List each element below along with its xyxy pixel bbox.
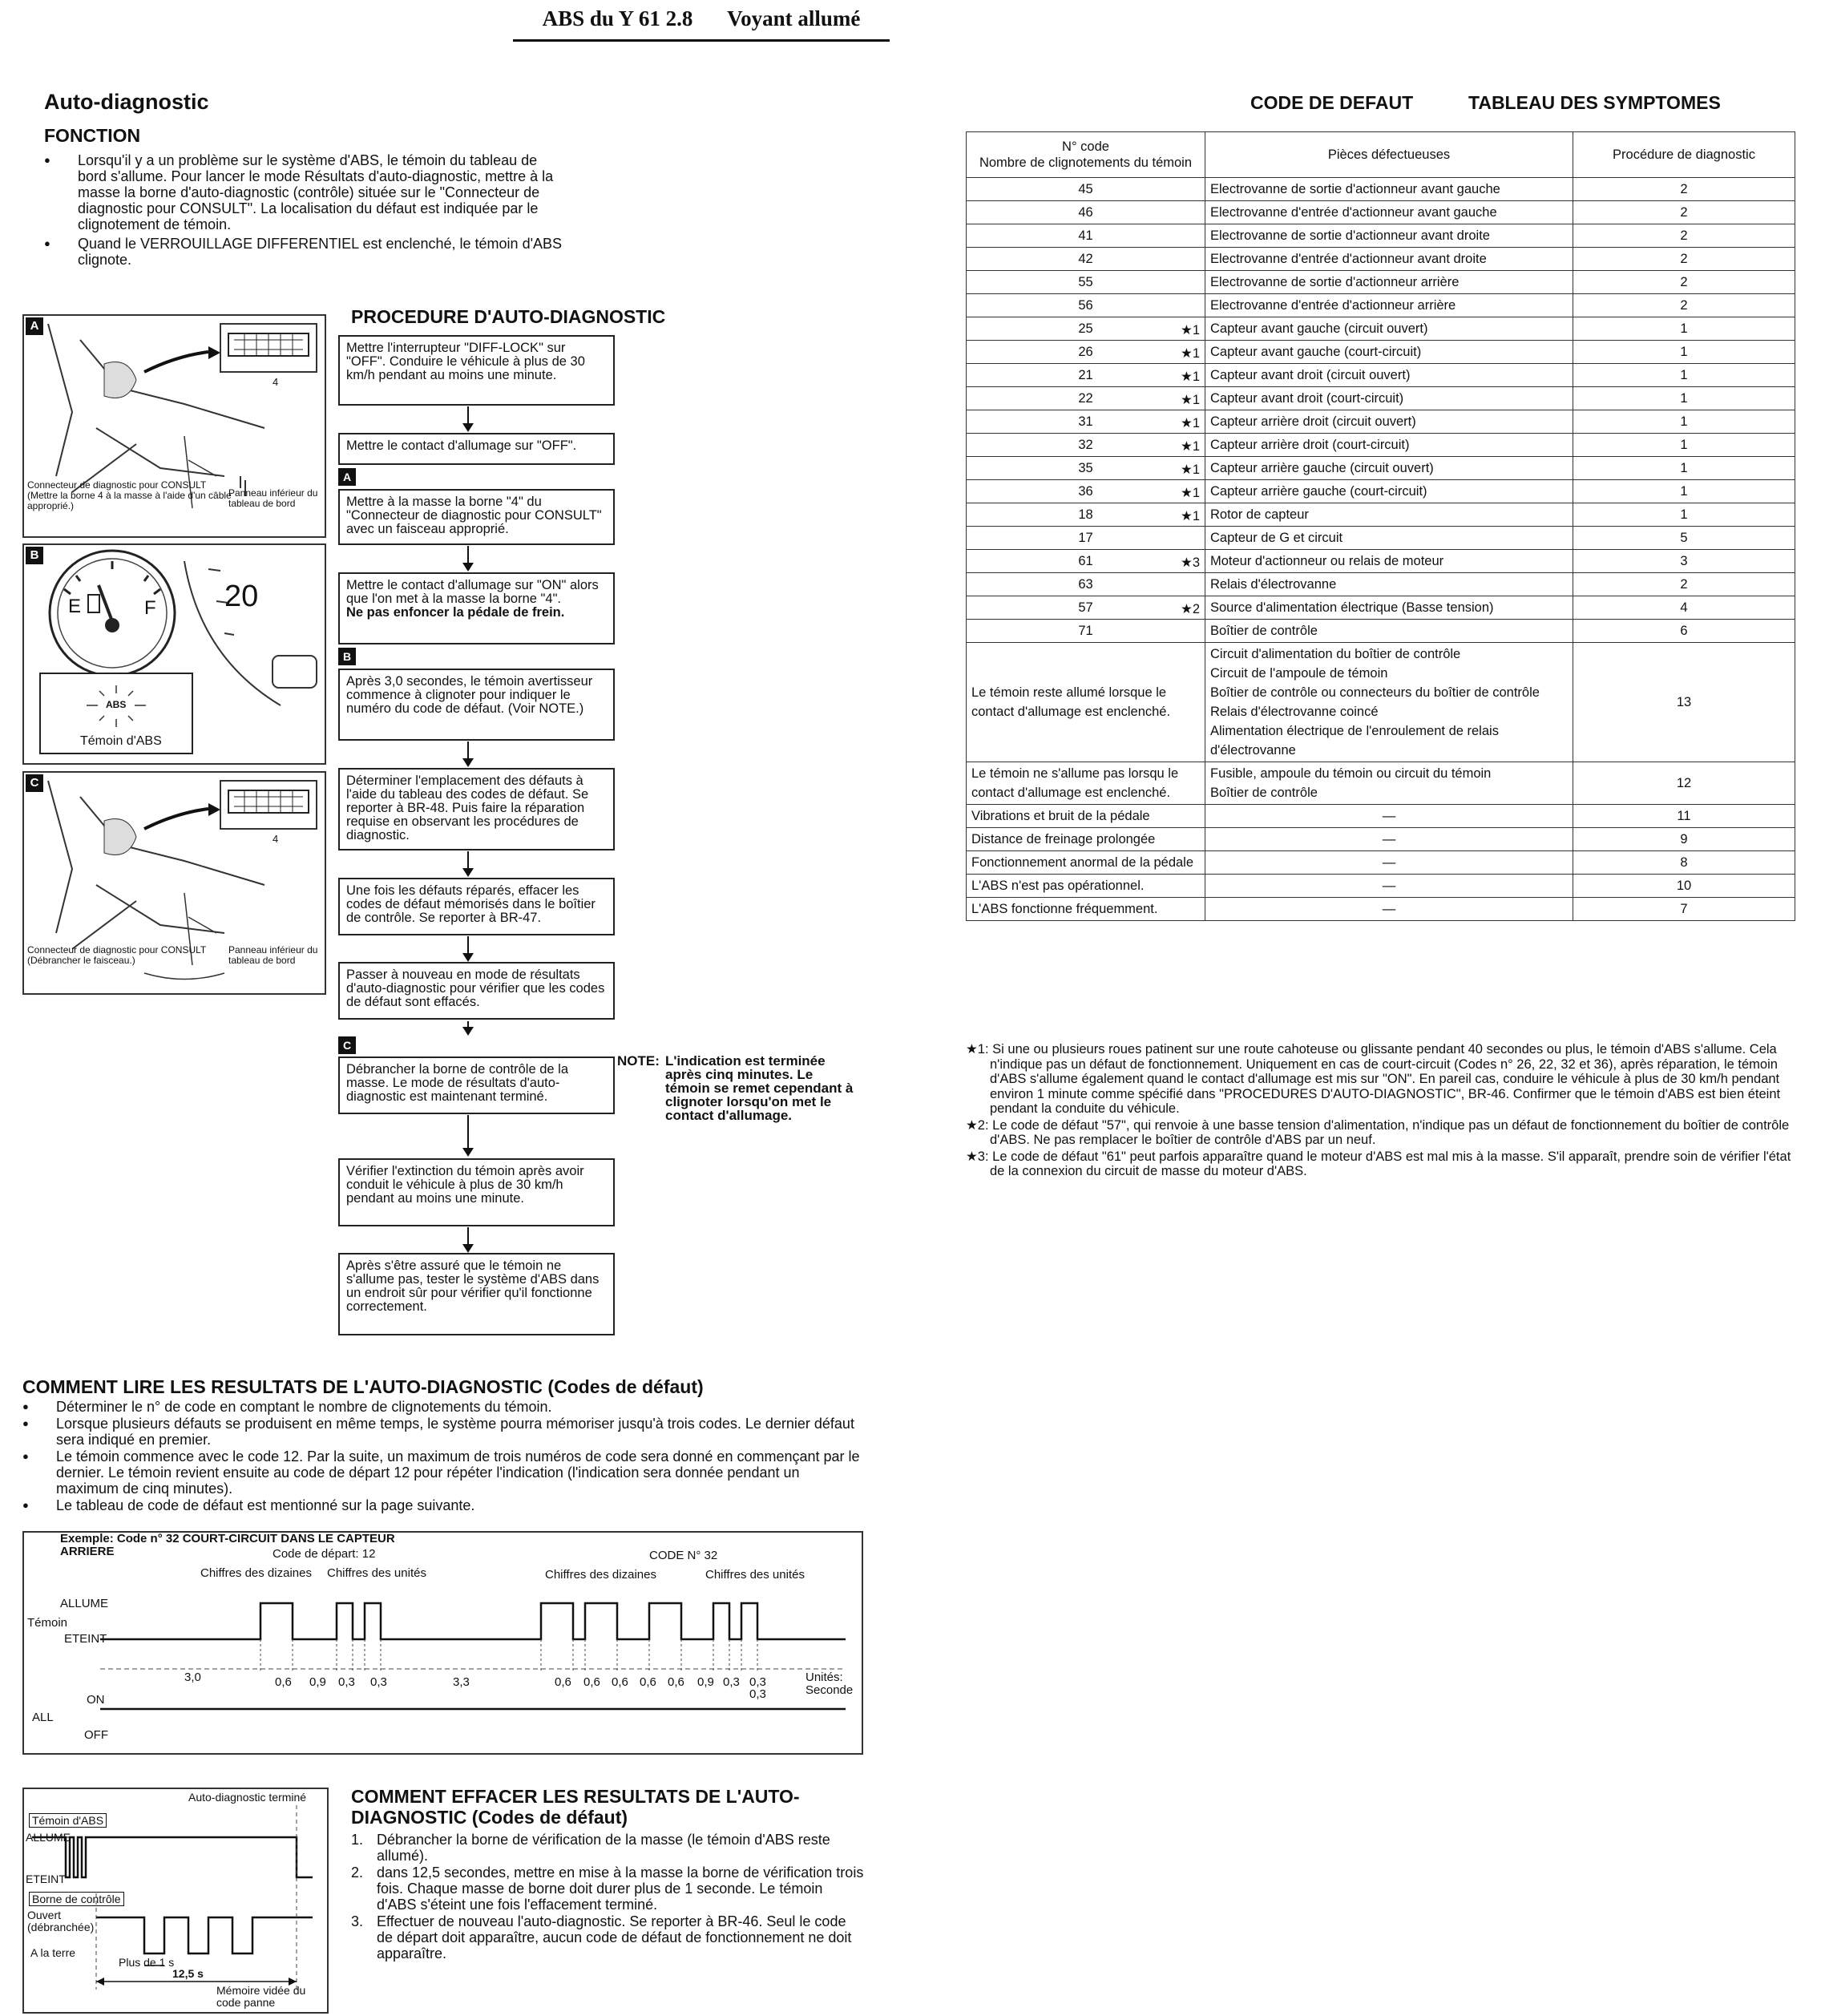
code-value: 26 <box>1078 345 1093 359</box>
procedure-title: PROCEDURE D'AUTO-DIAGNOSTIC <box>351 306 666 327</box>
units-label-2: Chiffres des unités <box>705 1568 805 1582</box>
procedure-cell: 2 <box>1573 248 1795 271</box>
part-line: Boîtier de contrôle ou connecteurs du boîtier de contrôle <box>1210 685 1540 700</box>
code-value: 18 <box>1078 507 1093 522</box>
code-cell <box>967 620 1205 643</box>
procedure-cell: 1 <box>1573 480 1795 503</box>
abs-lamp: ABS <box>106 699 127 710</box>
footnote: ★1: Si une ou plusieurs roues patinent sur une route cahoteuse ou glissante pendant 40 secondes ou plus, le témoin d'ABS s'allume. Cela n'indique pas un défaut de fonctionnement. Uniquement en cas de court-circuit (Codes n° 26, 22, 32 et 36), après réparation, le témoin d'ABS s'allume également quand le contact d'allumage est mis sur "ON". En pareil cas, conduire le véhicule à plus de 30 km/h pendant environ 1 minute comme spécifié dans "PROCEDURES D'AUTO-DIAGNOSTIC", BR-46. Confirmer que le témoin d'ABS est bien éteint pendant la conduite du véhicule. <box>966 1042 1781 1116</box>
time-3-3: 3,3 <box>453 1675 470 1689</box>
diag-done-label: Auto-diagnostic terminé <box>188 1791 307 1804</box>
code-cell <box>967 480 1205 503</box>
time-0-3: 0,3 <box>749 1675 766 1689</box>
footnote-marker: ★1 <box>1181 509 1200 523</box>
code-value: 35 <box>1078 461 1093 475</box>
erase-step-text: dans 12,5 secondes, mettre en mise à la masse la borne de vérification trois fois. Chaque masse de borne doit durer plus de 1 seconde. Le témoin d'ABS s'éteint une fois l'effacement terminé. <box>377 1864 864 1913</box>
part-cell: Electrovanne d'entrée d'actionneur arrière <box>1205 294 1573 317</box>
procedure-cell: 3 <box>1573 550 1795 573</box>
part-cell: Capteur avant droit (circuit ouvert) <box>1205 364 1573 387</box>
part-cell: Moteur d'actionneur ou relais de moteur <box>1205 550 1573 573</box>
table-row <box>967 341 1795 364</box>
eteint-label: ETEINT <box>26 1873 66 1885</box>
code-cell <box>967 248 1205 271</box>
list-item <box>351 1913 864 1961</box>
procedure-step-3: Mettre à la masse la borne "4" du "Connecteur de diagnostic pour CONSULT" avec un faisceau approprié. <box>338 489 615 545</box>
table-row <box>967 201 1795 224</box>
part-cell: Source d'alimentation électrique (Basse tension) <box>1205 596 1573 620</box>
procedure-cell: 11 <box>1573 805 1795 828</box>
table-row <box>967 643 1795 762</box>
speed-label: 20 <box>224 580 259 613</box>
footnote-marker: ★3 <box>1181 556 1200 570</box>
procedure-cell: 2 <box>1573 201 1795 224</box>
code-cell <box>967 364 1205 387</box>
code-value: 56 <box>1078 298 1093 313</box>
flow-arrow <box>467 1115 469 1155</box>
table-row <box>967 851 1795 875</box>
terminal-number: 4 <box>273 376 279 388</box>
erase-diagram <box>22 1788 329 2014</box>
list-item: ● Le témoin commence avec le code 12. Par la suite, un maximum de trois numéros de code sera donné en commençant par le dernier. Le témoin revient ensuite au code de départ 12 pour répéter l'indication (l'indication sera donnée pendant un maximum de cinq minutes). <box>22 1448 864 1497</box>
terminal-number: 4 <box>273 833 279 845</box>
figure-label-a: A <box>26 317 43 335</box>
footnote-marker: ★1 <box>1181 323 1200 337</box>
table-title-symptoms: TABLEAU DES SYMPTOMES <box>1468 92 1721 113</box>
list-item <box>351 1832 864 1864</box>
procedure-step-5: Après 3,0 secondes, le témoin avertisseur commence à clignoter pour indiquer le numéro du code de défaut. (Voir NOTE.) <box>338 669 615 741</box>
part-line: — <box>1382 879 1396 893</box>
code32-label: CODE N° 32 <box>649 1549 718 1562</box>
time-0-6: 0,6 <box>275 1675 292 1689</box>
step-number: 3. <box>351 1913 364 1929</box>
table-row <box>967 434 1795 457</box>
table-row <box>967 550 1795 573</box>
procedure-step-4 <box>338 572 615 644</box>
part-line: — <box>1382 902 1396 916</box>
table-row <box>967 387 1795 410</box>
timing-diagram <box>22 1531 863 1755</box>
footnote: ★2: Le code de défaut "57", qui renvoie à une basse tension d'alimentation, n'indique pas un défaut de fonctionnement du boîtier de contrôle d'ABS. Ne pas remplacer le boîtier de contrôle d'ABS par un neuf. <box>966 1117 1790 1147</box>
units-caption: Unités: <box>806 1671 843 1684</box>
procedure-cell: 7 <box>1573 898 1795 921</box>
figure-b-drawing <box>24 545 325 763</box>
code-value: 22 <box>1078 391 1093 406</box>
part-cell: Electrovanne de sortie d'actionneur avant gauche <box>1205 178 1573 201</box>
flow-arrow <box>467 851 469 875</box>
off-label: OFF <box>84 1728 108 1742</box>
code-value: 42 <box>1078 252 1093 266</box>
table-row <box>967 805 1795 828</box>
table-row <box>967 596 1795 620</box>
column-header-code: N° code Nombre de clignotements du témoin <box>967 132 1205 178</box>
footnote-marker: ★1 <box>1181 463 1200 477</box>
fonction-title: FONCTION <box>44 125 141 146</box>
header-model: ABS du Y 61 2.8 <box>542 6 693 30</box>
marker-b: B <box>338 648 356 665</box>
table-row <box>967 457 1795 480</box>
abs-lamp-caption: Témoin d'ABS <box>80 734 162 748</box>
code-cell <box>967 178 1205 201</box>
fuel-empty-label: E <box>68 596 82 617</box>
symptom-cell: Fonctionnement anormal de la pédale <box>967 851 1205 875</box>
table-row <box>967 828 1795 851</box>
time-0-6: 0,6 <box>555 1675 571 1689</box>
symptom-cell: Distance de freinage prolongée <box>967 828 1205 851</box>
table-row <box>967 294 1795 317</box>
time-0-9: 0,9 <box>697 1675 714 1689</box>
flow-arrow <box>467 936 469 960</box>
footnote: ★3: Le code de défaut "61" peut parfois apparaître quand le moteur d'ABS est mal mis à la masse. S'il apparaît, prendre soin de vérifier l'état de la connexion du circuit de masse du moteur d'ABS. <box>966 1149 1791 1178</box>
code-cell <box>967 434 1205 457</box>
note-text: L'indication est terminée après cinq minutes. Le témoin se remet cependant à clignoter lorsqu'on met le contact d'allumage. <box>665 1053 854 1123</box>
procedure-cell: 4 <box>1573 596 1795 620</box>
part-line: Circuit d'alimentation du boîtier de contrôle <box>1210 647 1461 661</box>
procedure-cell: 9 <box>1573 828 1795 851</box>
footnote-marker: ★1 <box>1181 486 1200 500</box>
part-line: Circuit de l'ampoule de témoin <box>1210 666 1388 681</box>
allume-label: ALLUME <box>60 1597 109 1610</box>
example-title: Exemple: Code n° 32 COURT-CIRCUIT DANS LE CAPTEUR ARRIERE <box>60 1532 395 1558</box>
code-value: 36 <box>1078 484 1093 499</box>
timing-diagram-drawing <box>24 1533 862 1753</box>
flow-arrow <box>467 741 469 766</box>
figure-b <box>22 543 326 765</box>
note-label: NOTE: <box>617 1053 660 1069</box>
table-row <box>967 620 1795 643</box>
code-rows <box>967 178 1795 643</box>
procedure-step-2: Mettre le contact d'allumage sur "OFF". <box>338 433 615 465</box>
part-cell: Relais d'électrovanne <box>1205 573 1573 596</box>
code-value: 61 <box>1078 554 1093 568</box>
more-than-1s-label: Plus de 1 s <box>119 1956 175 1969</box>
figure-label-c: C <box>26 774 43 792</box>
on-label: ON <box>87 1693 105 1707</box>
procedure-step-11: Après s'être assuré que le témoin ne s'allume pas, tester le système d'ABS dans un endroit sûr pour vérifier qu'il fonctionne correctement. <box>338 1253 615 1335</box>
footnote-marker: ★1 <box>1181 439 1200 454</box>
code-value: 31 <box>1078 414 1093 429</box>
part-cell: Electrovanne d'entrée d'actionneur avant droite <box>1205 248 1573 271</box>
procedure-step-6: Déterminer l'emplacement des défauts à l'aide du tableau des codes de défaut. Se reporter à BR-48. Puis faire la réparation requise en observant les procédures de diagnostic. <box>338 768 615 850</box>
code-cell <box>967 317 1205 341</box>
code-value: 21 <box>1078 368 1093 382</box>
part-cell <box>1205 762 1573 805</box>
code-cell <box>967 387 1205 410</box>
code-cell <box>967 294 1205 317</box>
flow-arrow <box>467 1227 469 1251</box>
part-cell: Electrovanne d'entrée d'actionneur avant gauche <box>1205 201 1573 224</box>
table-row <box>967 178 1795 201</box>
procedure-cell: 1 <box>1573 410 1795 434</box>
part-cell <box>1205 898 1573 921</box>
code-value: 63 <box>1078 577 1093 592</box>
procedure-step-1: Mettre l'interrupteur "DIFF-LOCK" sur "OFF". Conduire le véhicule à plus de 30 km/h pendant au moins une minute. <box>338 335 615 406</box>
procedure-step-7: Une fois les défauts réparés, effacer les codes de défaut mémorisés dans le boîtier de contrôle. Se reporter à BR-47. <box>338 878 615 935</box>
footnote-marker: ★1 <box>1181 370 1200 384</box>
erase-step-text: Débrancher la borne de vérification de la masse (le témoin d'ABS reste allumé). <box>377 1832 830 1864</box>
code-cell <box>967 201 1205 224</box>
procedure-cell: 2 <box>1573 224 1795 248</box>
time-0-3: 0,3 <box>370 1675 387 1689</box>
check-terminal-label: Borne de contrôle <box>29 1892 124 1906</box>
part-cell <box>1205 805 1573 828</box>
time-3-0: 3,0 <box>184 1671 201 1684</box>
procedure-cell: 5 <box>1573 527 1795 550</box>
code-cell <box>967 527 1205 550</box>
column-header-parts: Pièces défectueuses <box>1205 132 1573 178</box>
table-row <box>967 480 1795 503</box>
tens-label-1: Chiffres des dizaines <box>200 1566 312 1580</box>
fuel-full-label: F <box>144 597 156 619</box>
table-title-codes: CODE DE DEFAUT <box>1250 92 1414 113</box>
erase-section-title: COMMENT EFFACER LES RESULTATS DE L'AUTO-DIAGNOSTIC (Codes de défaut) <box>351 1786 800 1828</box>
list-item: ● Déterminer le n° de code en comptant le nombre de clignotements du témoin. <box>22 1399 864 1415</box>
list-item: ● Le tableau de code de défaut est mentionné sur la page suivante. <box>22 1497 864 1513</box>
procedure-cell: 1 <box>1573 503 1795 527</box>
part-line: — <box>1382 809 1396 823</box>
part-cell: Capteur avant gauche (circuit ouvert) <box>1205 317 1573 341</box>
procedure-step-4-warning: Ne pas enfoncer la pédale de frein. <box>346 605 565 620</box>
symptom-cell: L'ABS fonctionne fréquemment. <box>967 898 1205 921</box>
table-row <box>967 573 1795 596</box>
column-header-procedure: Procédure de diagnostic <box>1573 132 1795 178</box>
figure-a <box>22 314 326 538</box>
figure-label-b: B <box>26 547 43 564</box>
memory-cleared-label: Mémoire vidée du code panne <box>216 1984 306 2009</box>
code-cell <box>967 550 1205 573</box>
duration-label: 12,5 s <box>172 1967 204 1980</box>
symptom-rows <box>967 643 1795 921</box>
symptom-cell: Le témoin ne s'allume pas lorsqu le contact d'allumage est enclenché. <box>967 762 1205 805</box>
part-cell: Electrovanne de sortie d'actionneur avant droite <box>1205 224 1573 248</box>
code-cell <box>967 224 1205 248</box>
code-cell <box>967 503 1205 527</box>
code-value: 46 <box>1078 205 1093 220</box>
allume-label: ALLUME <box>26 1831 71 1844</box>
table-header-row <box>967 132 1795 178</box>
panel-caption: Panneau inférieur du tableau de bord <box>228 487 318 509</box>
code-cell <box>967 457 1205 480</box>
figure-c <box>22 771 326 995</box>
time-0-6: 0,6 <box>612 1675 628 1689</box>
time-0-3: 0,3 <box>749 1687 766 1701</box>
symptom-cell: Vibrations et bruit de la pédale <box>967 805 1205 828</box>
table-row <box>967 503 1795 527</box>
units-label-1: Chiffres des unités <box>327 1566 426 1580</box>
abs-lamp-label: Témoin d'ABS <box>29 1813 107 1828</box>
code-cell <box>967 410 1205 434</box>
procedure-step-8: Passer à nouveau en mode de résultats d'auto-diagnostic pour vérifier que les codes de défaut sont effacés. <box>338 962 615 1020</box>
part-cell <box>1205 875 1573 898</box>
list-item: ● Quand le VERROUILLAGE DIFFERENTIEL est enclenché, le témoin d'ABS clignote. <box>44 236 565 268</box>
connector-caption: Connecteur de diagnostic pour CONSULT (Débrancher le faisceau.) <box>27 944 207 966</box>
procedure-cell: 2 <box>1573 178 1795 201</box>
marker-c: C <box>338 1036 356 1054</box>
procedure-cell: 2 <box>1573 271 1795 294</box>
part-cell: Capteur avant gauche (court-circuit) <box>1205 341 1573 364</box>
footnote-marker: ★1 <box>1181 393 1200 407</box>
flow-arrow <box>467 546 469 570</box>
table-row <box>967 875 1795 898</box>
part-cell: Boîtier de contrôle <box>1205 620 1573 643</box>
part-cell <box>1205 828 1573 851</box>
part-cell: Capteur arrière gauche (circuit ouvert) <box>1205 457 1573 480</box>
procedure-cell: 2 <box>1573 294 1795 317</box>
code-cell <box>967 573 1205 596</box>
flow-arrow <box>467 1021 469 1034</box>
list-item <box>351 1864 864 1913</box>
flow-arrow <box>467 406 469 430</box>
part-cell <box>1205 643 1573 762</box>
table-row <box>967 527 1795 550</box>
time-0-3: 0,3 <box>723 1675 740 1689</box>
part-cell: Rotor de capteur <box>1205 503 1573 527</box>
temoin-label: Témoin <box>27 1616 68 1630</box>
procedure-cell: 1 <box>1573 341 1795 364</box>
part-cell: Capteur arrière droit (circuit ouvert) <box>1205 410 1573 434</box>
procedure-cell: 2 <box>1573 573 1795 596</box>
part-line: — <box>1382 855 1396 870</box>
procedure-cell: 12 <box>1573 762 1795 805</box>
code-value: 32 <box>1078 438 1093 452</box>
procedure-cell: 6 <box>1573 620 1795 643</box>
open-label: Ouvert (débranchée) <box>27 1909 95 1933</box>
time-0-9: 0,9 <box>309 1675 326 1689</box>
code-value: 71 <box>1078 624 1093 638</box>
procedure-cell: 13 <box>1573 643 1795 762</box>
part-cell: Electrovanne de sortie d'actionneur arrière <box>1205 271 1573 294</box>
procedure-cell: 1 <box>1573 434 1795 457</box>
part-line: Relais d'électrovanne coincé <box>1210 705 1379 719</box>
code-cell <box>967 596 1205 620</box>
tens-label-2: Chiffres des dizaines <box>545 1568 656 1582</box>
table-row <box>967 364 1795 387</box>
list-item: ● Lorsque plusieurs défauts se produisent en même temps, le système pourra mémoriser jusqu'à trois codes. Le dernier défaut sera indiqué en premier. <box>22 1416 864 1448</box>
step-number: 2. <box>351 1864 364 1881</box>
seconds-caption: Seconde <box>806 1683 854 1697</box>
header-subject: Voyant allumé <box>727 6 861 30</box>
procedure-step-4-text: Mettre le contact d'allumage sur "ON" alors que l'on met à la masse la borne "4". <box>346 578 599 606</box>
fonction-list <box>44 152 565 271</box>
code-value: 55 <box>1078 275 1093 289</box>
footnote-marker: ★1 <box>1181 346 1200 361</box>
autodiag-title: Auto-diagnostic <box>44 90 209 114</box>
all-label: ALL <box>32 1711 54 1724</box>
part-line: Boîtier de contrôle <box>1210 786 1318 800</box>
eteint-label: ETEINT <box>64 1632 107 1646</box>
part-line: Fusible, ampoule du témoin ou circuit du témoin <box>1210 766 1492 781</box>
panel-caption: Panneau inférieur du tableau de bord <box>228 944 318 966</box>
footnote-marker: ★2 <box>1181 602 1200 616</box>
part-cell: Capteur arrière droit (court-circuit) <box>1205 434 1573 457</box>
code-cell <box>967 271 1205 294</box>
code-value: 25 <box>1078 321 1093 336</box>
read-section-title: COMMENT LIRE LES RESULTATS DE L'AUTO-DIAGNOSTIC (Codes de défaut) <box>22 1376 704 1397</box>
table-row <box>967 271 1795 294</box>
procedure-step-9: Débrancher la borne de contrôle de la masse. Le mode de résultats d'auto-diagnostic est maintenant terminé. <box>338 1056 615 1114</box>
table-row <box>967 317 1795 341</box>
code-value: 41 <box>1078 228 1093 243</box>
table-row <box>967 898 1795 921</box>
part-cell: Capteur arrière gauche (court-circuit) <box>1205 480 1573 503</box>
step-number: 1. <box>351 1832 364 1848</box>
code-value: 17 <box>1078 531 1093 545</box>
time-0-6: 0,6 <box>640 1675 656 1689</box>
procedure-cell: 8 <box>1573 851 1795 875</box>
symptom-cell: Le témoin reste allumé lorsque le contact d'allumage est enclenché. <box>967 643 1205 762</box>
code-cell <box>967 341 1205 364</box>
time-0-3: 0,3 <box>338 1675 355 1689</box>
symptom-cell: L'ABS n'est pas opérationnel. <box>967 875 1205 898</box>
part-cell: Capteur avant droit (court-circuit) <box>1205 387 1573 410</box>
procedure-step-10: Vérifier l'extinction du témoin après avoir conduit le véhicule à plus de 30 km/h pendant au moins une minute. <box>338 1158 615 1226</box>
procedure-note <box>617 1054 858 1122</box>
erase-steps <box>351 1832 864 1962</box>
code-value: 57 <box>1078 600 1093 615</box>
part-cell: Capteur de G et circuit <box>1205 527 1573 550</box>
table-row <box>967 224 1795 248</box>
procedure-cell: 1 <box>1573 364 1795 387</box>
marker-a: A <box>338 468 356 486</box>
procedure-cell: 1 <box>1573 457 1795 480</box>
ground-label: A la terre <box>30 1946 76 1959</box>
table-row <box>967 248 1795 271</box>
table-row <box>967 762 1795 805</box>
procedure-cell: 1 <box>1573 387 1795 410</box>
page-header <box>513 6 890 42</box>
part-line: — <box>1382 832 1396 846</box>
connector-caption: Connecteur de diagnostic pour CONSULT (Mettre la borne 4 à la masse à l'aide d'un câble approprié.) <box>27 479 232 511</box>
start-code-label: Code de départ: 12 <box>273 1547 376 1561</box>
procedure-cell: 1 <box>1573 317 1795 341</box>
erase-step-text: Effectuer de nouveau l'auto-diagnostic. Se reporter à BR-46. Seul le code de départ doit apparaître, aucun code de défaut de fonctionnement ne doit apparaître. <box>377 1913 852 1961</box>
table-footnotes <box>966 1042 1799 1181</box>
table-row <box>967 410 1795 434</box>
code-value: 45 <box>1078 182 1093 196</box>
fault-code-table <box>966 131 1795 921</box>
read-list <box>22 1399 864 1514</box>
time-0-6: 0,6 <box>668 1675 684 1689</box>
part-line: Alimentation électrique de l'enroulement de relais d'électrovanne <box>1210 724 1499 758</box>
time-0-6: 0,6 <box>583 1675 600 1689</box>
part-cell <box>1205 851 1573 875</box>
footnote-marker: ★1 <box>1181 416 1200 430</box>
procedure-cell: 10 <box>1573 875 1795 898</box>
list-item: ● Lorsqu'il y a un problème sur le système d'ABS, le témoin du tableau de bord s'allume. Pour lancer le mode Résultats d'auto-diagnostic, mettre à la masse la borne d'auto-diagnostic (contrôle) située sur le "Connecteur de diagnostic pour CONSULT". La localisation du défaut est indiquée par le clignotement de témoin. <box>44 152 565 232</box>
